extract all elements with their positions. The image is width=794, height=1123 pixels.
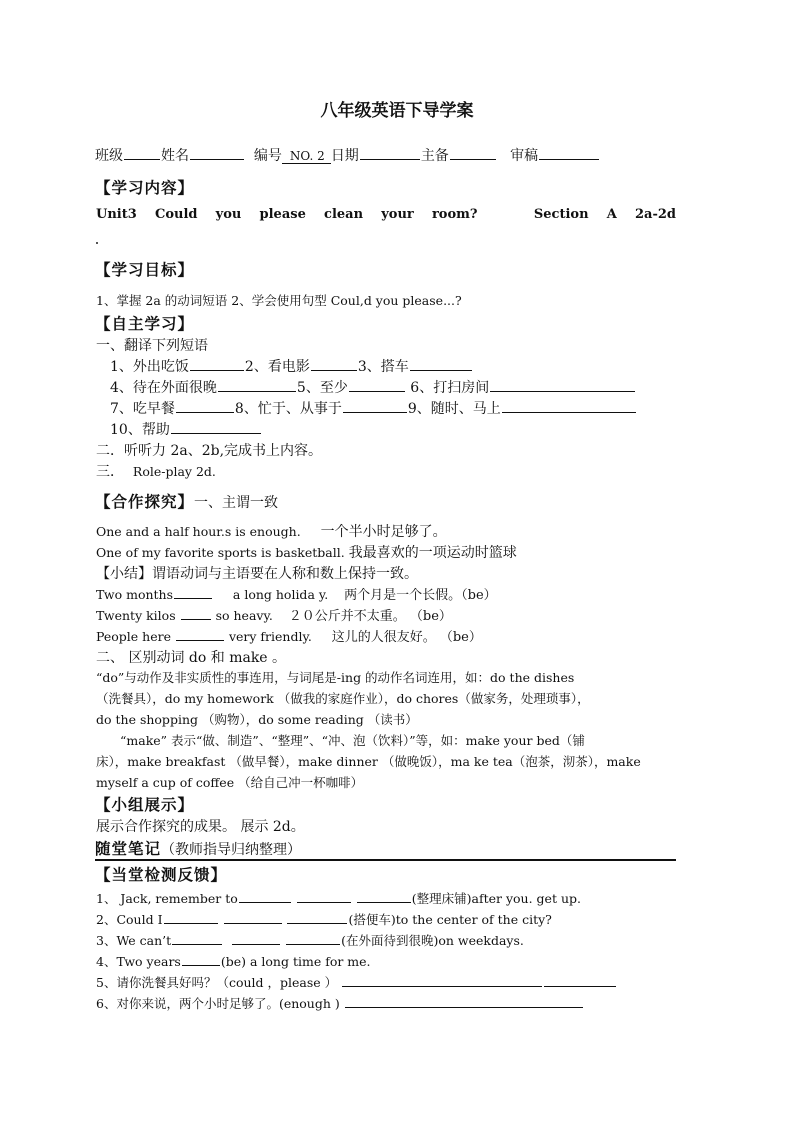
phrase-blank[interactable] [410,358,472,371]
unit-word: Could [154,207,198,222]
question-text: 4、Two years [96,954,181,969]
question-text: Twenty kilos [96,608,176,623]
phrase-blank[interactable] [171,421,261,434]
question-text: (搭便车)to the center of the city? [348,912,552,927]
question-text: (在外面待到很晚)on weekdays. [341,933,524,948]
phrase-row-3 [110,398,637,418]
phrase-item: 3、搭车 [357,359,409,375]
date-label: 日期 [330,148,359,164]
review-blank[interactable] [539,147,599,160]
phrase-item: 4、待在外面很晚 [110,380,217,396]
unit-word: clean [324,207,364,222]
section-check-heading: 【当堂检测反馈】 [95,866,228,884]
example-en: One of my favorite sports is basketball. [96,545,345,560]
unit-word: please [259,207,306,222]
phrase-item: 8、忙于、从事于 [234,401,342,417]
answer-blank[interactable] [181,607,211,620]
unit-word: room? [431,207,478,222]
phrase-row-1 [110,356,473,376]
phrase-item: 10、帮助 [110,422,170,438]
question-text: so heavy. [215,608,273,623]
date-blank[interactable] [360,147,420,160]
unit-line [96,207,676,222]
coop-part2: 二、 区别动词 do 和 make 。 [96,650,287,666]
lead-label: 主备 [420,148,449,164]
self-study-part3 [96,461,216,481]
check-question-4 [96,952,371,970]
section-self-study-heading: 【自主学习】 [95,315,195,333]
phrase-blank[interactable] [176,400,234,413]
question-text: 3、We can’t [96,933,172,948]
notes-subheading: （教师指导归纳整理） [161,842,302,858]
answer-blank[interactable] [544,974,616,987]
question-cn: ２０公斤并不太重。 （be） [288,609,452,624]
question-cn: 两个月是一个长假。（be） [344,588,497,603]
phrase-blank[interactable] [490,379,635,392]
phrase-item: 6、打扫房间 [410,380,490,396]
answer-blank[interactable] [176,628,224,641]
name-label: 姓名 [161,148,189,164]
phrase-item: 1、外出吃饭 [110,359,189,375]
class-label: 班级 [95,148,123,164]
coop-summary: 【小结】谓语动词与主语要在人称和数上保持一致。 [96,566,418,582]
answer-blank[interactable] [182,953,220,966]
do-line-2: （洗餐具），do my homework （做我的家庭作业），do chores（做家务，处理琐事）， [96,691,590,706]
question-text: 5、请你洗餐具好吗？（could ，please ） [96,975,338,990]
example-cn: 我最喜欢的一项运动时篮球 [348,545,517,561]
example-cn: 一个半小时足够了。 [320,524,447,540]
section-goals-heading: 【学习目标】 [95,261,195,279]
no-value: NO. 2 [282,149,331,164]
part3-text: Role-play 2d. [132,464,216,479]
unit-word: A [606,207,617,222]
answer-blank[interactable] [286,932,340,945]
check-question-2 [96,910,552,928]
answer-blank[interactable] [342,974,542,987]
unit-word: Unit3 [96,207,137,222]
question-text: Two months [96,587,174,602]
answer-blank[interactable] [239,890,291,903]
no-label: 编号 [253,148,282,164]
check-question-6 [96,994,584,1012]
self-study-part1: 一、翻译下列短语 [96,338,208,354]
phrase-blank[interactable] [190,358,244,371]
make-line-2: 床），make breakfast （做早餐），make dinner （做晚饭），ma ke tea（泡茶，沏茶），make [96,754,641,769]
goal-text: 1、掌握 2a 的动词短语 2、学会使用句型 Coul,d you please...? [96,293,462,308]
coop-question-1 [96,584,497,603]
coop-subheading: 一、主谓一致 [194,495,279,511]
answer-blank[interactable] [224,911,282,924]
phrase-row-2 [110,377,636,397]
make-line-1: “make” 表示“做、制造”、“整理”、“冲、泡（饮料）”等，如：make your bed（铺 [120,733,585,748]
lead-blank[interactable] [450,147,496,160]
answer-blank[interactable] [345,995,583,1008]
header-row [95,145,600,165]
phrase-item: 7、吃早餐 [110,401,175,417]
phrase-blank[interactable] [349,379,405,392]
section-group-heading: 【小组展示】 [95,796,195,814]
phrase-blank[interactable] [343,400,407,413]
question-text: a long holida y. [232,587,329,602]
coop-question-2 [96,605,452,624]
answer-blank[interactable] [164,911,218,924]
unit-word: Section [533,207,589,222]
stray-dot [96,242,98,244]
phrase-item: 2、看电影 [244,359,310,375]
answer-blank[interactable] [232,932,280,945]
unit-word: your [381,207,414,222]
do-line-3: do the shopping （购物），do some reading （读书） [96,712,418,727]
phrase-item: 5、至少 [296,380,348,396]
question-text: very friendly. [228,629,312,644]
phrase-blank[interactable] [218,379,296,392]
check-question-3 [96,931,524,949]
coop-example-2 [96,542,517,562]
class-blank[interactable] [124,147,160,160]
coop-heading-row [95,490,278,512]
section-coop-heading: 【合作探究】 [95,493,195,511]
question-text: People here [96,629,171,644]
section-content-heading: 【学习内容】 [95,179,195,197]
check-question-5 [96,973,617,991]
phrase-item: 9、随时、马上 [407,401,501,417]
group-text: 展示合作探究的成果。 展示 2d。 [96,819,305,835]
phrase-blank[interactable] [311,358,357,371]
question-text: 6、对你来说，两个小时足够了。(enough ) [96,996,340,1011]
review-label: 审稿 [510,148,539,164]
answer-blank[interactable] [172,932,222,945]
question-text: (be) a long time for me. [220,954,371,969]
notes-divider [95,859,676,861]
name-blank[interactable] [190,147,244,160]
make-line-3: myself a cup of coffee （给自己冲一杯咖啡） [96,775,364,790]
question-cn: 这儿的人很友好。 （be） [331,630,482,645]
answer-blank[interactable] [174,586,212,599]
phrase-row-4 [110,419,262,439]
question-text: 1、 Jack, remember to [96,891,238,906]
example-en: One and a half hour.s is enough. [96,524,301,539]
unit-word: 2a-2d [635,207,676,222]
do-line-1: “do”与动作及非实质性的事连用，与词尾是-ing 的动作名词连用，如：do the dishes [96,670,575,685]
phrase-blank[interactable] [502,400,636,413]
question-text: 2、Could I [96,912,163,927]
question-text: (整理床铺)after you. get up. [411,891,581,906]
notes-heading-row [95,837,301,859]
section-notes-heading: 随堂笔记 [95,840,162,858]
check-question-1 [96,889,581,907]
coop-example-1 [96,521,447,541]
unit-word: you [215,207,242,222]
answer-blank[interactable] [357,890,411,903]
self-study-part2: 二．听听力 2a、2b,完成书上内容。 [96,443,323,459]
coop-question-3 [96,626,482,645]
part3-number: 三． [96,464,124,480]
page-title: 八年级英语下导学案 [320,101,474,121]
answer-blank[interactable] [297,890,351,903]
answer-blank[interactable] [287,911,347,924]
